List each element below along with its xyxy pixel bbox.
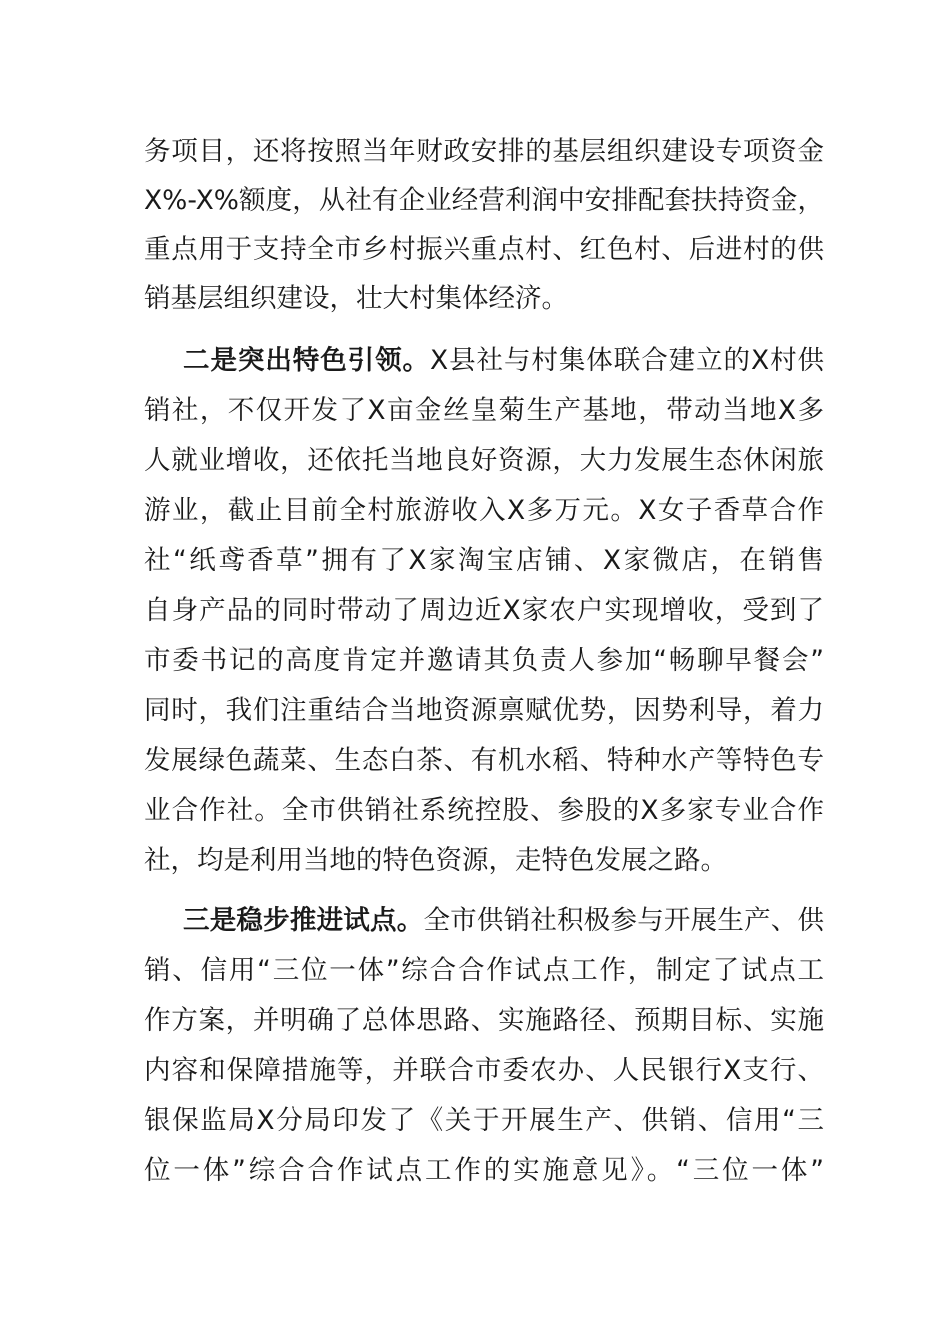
paragraph-2-line-9: 发展绿色蔬菜、生态白茶、有机水稻、特种水产等特色专 (144, 745, 824, 776)
paragraph-2-line-11: 社，均是利用当地的特色资源，走特色发展之路。 (144, 845, 727, 876)
paragraph-3-line-1 (183, 896, 824, 946)
paragraph-2-line-4: 游业，截止目前全村旅游收入X多万元。X女子香草合作 (144, 495, 824, 526)
paragraph-1-line-2: X%-X%额度，从社有企业经营利润中安排配套扶持资金， (144, 185, 824, 216)
paragraph-3-line-5: 银保监局X分局印发了《关于开展生产、供销、信用“三 (144, 1105, 824, 1136)
paragraph-1-line-3: 重点用于支持全市乡村振兴重点村、红色村、后进村的供 (144, 234, 824, 265)
paragraph-2-heading: 二是突出特色引领。 (183, 345, 430, 376)
paragraph-2-line-5: 社“纸鸢香草”拥有了X家淘宝店铺、X家微店，在销售 (144, 545, 824, 576)
paragraph-2-line-3: 人就业增收，还依托当地良好资源，大力发展生态休闲旅 (144, 445, 824, 476)
paragraph-2-line-2: 销社，不仅开发了X亩金丝皇菊生产基地，带动当地X多 (144, 395, 824, 426)
paragraph-3-line-4: 内容和保障措施等，并联合市委农办、人民银行X支行、 (144, 1055, 824, 1086)
paragraph-1-line-4: 销基层组织建设，壮大村集体经济。 (144, 283, 568, 314)
paragraph-2-line-7: 市委书记的高度肯定并邀请其负责人参加“畅聊早餐会” (144, 645, 824, 676)
paragraph-3-line-1-text: 全市供销社积极参与开展生产、供 (423, 905, 825, 936)
paragraph-2-line-10: 业合作社。全市供销社系统控股、参股的X多家专业合作 (144, 795, 824, 826)
paragraph-3-line-3: 作方案，并明确了总体思路、实施路径、预期目标、实施 (144, 1005, 824, 1036)
paragraph-1-line-1: 务项目，还将按照当年财政安排的基层组织建设专项资金 (144, 136, 824, 167)
paragraph-3-line-6: 位一体”综合合作试点工作的实施意见》。“三位一体” (144, 1155, 824, 1186)
paragraph-2-line-1 (183, 336, 824, 386)
paragraph-3-line-2: 销、信用“三位一体”综合合作试点工作，制定了试点工 (144, 955, 824, 986)
paragraph-2-line-8: 同时，我们注重结合当地资源禀赋优势，因势利导，着力 (144, 695, 824, 726)
paragraph-3-heading: 三是稳步推进试点。 (183, 905, 424, 936)
paragraph-2-line-6: 自身产品的同时带动了周边近X家农户实现增收，受到了 (144, 595, 824, 626)
paragraph-2-line-1-text: X县社与村集体联合建立的X村供 (430, 345, 825, 376)
